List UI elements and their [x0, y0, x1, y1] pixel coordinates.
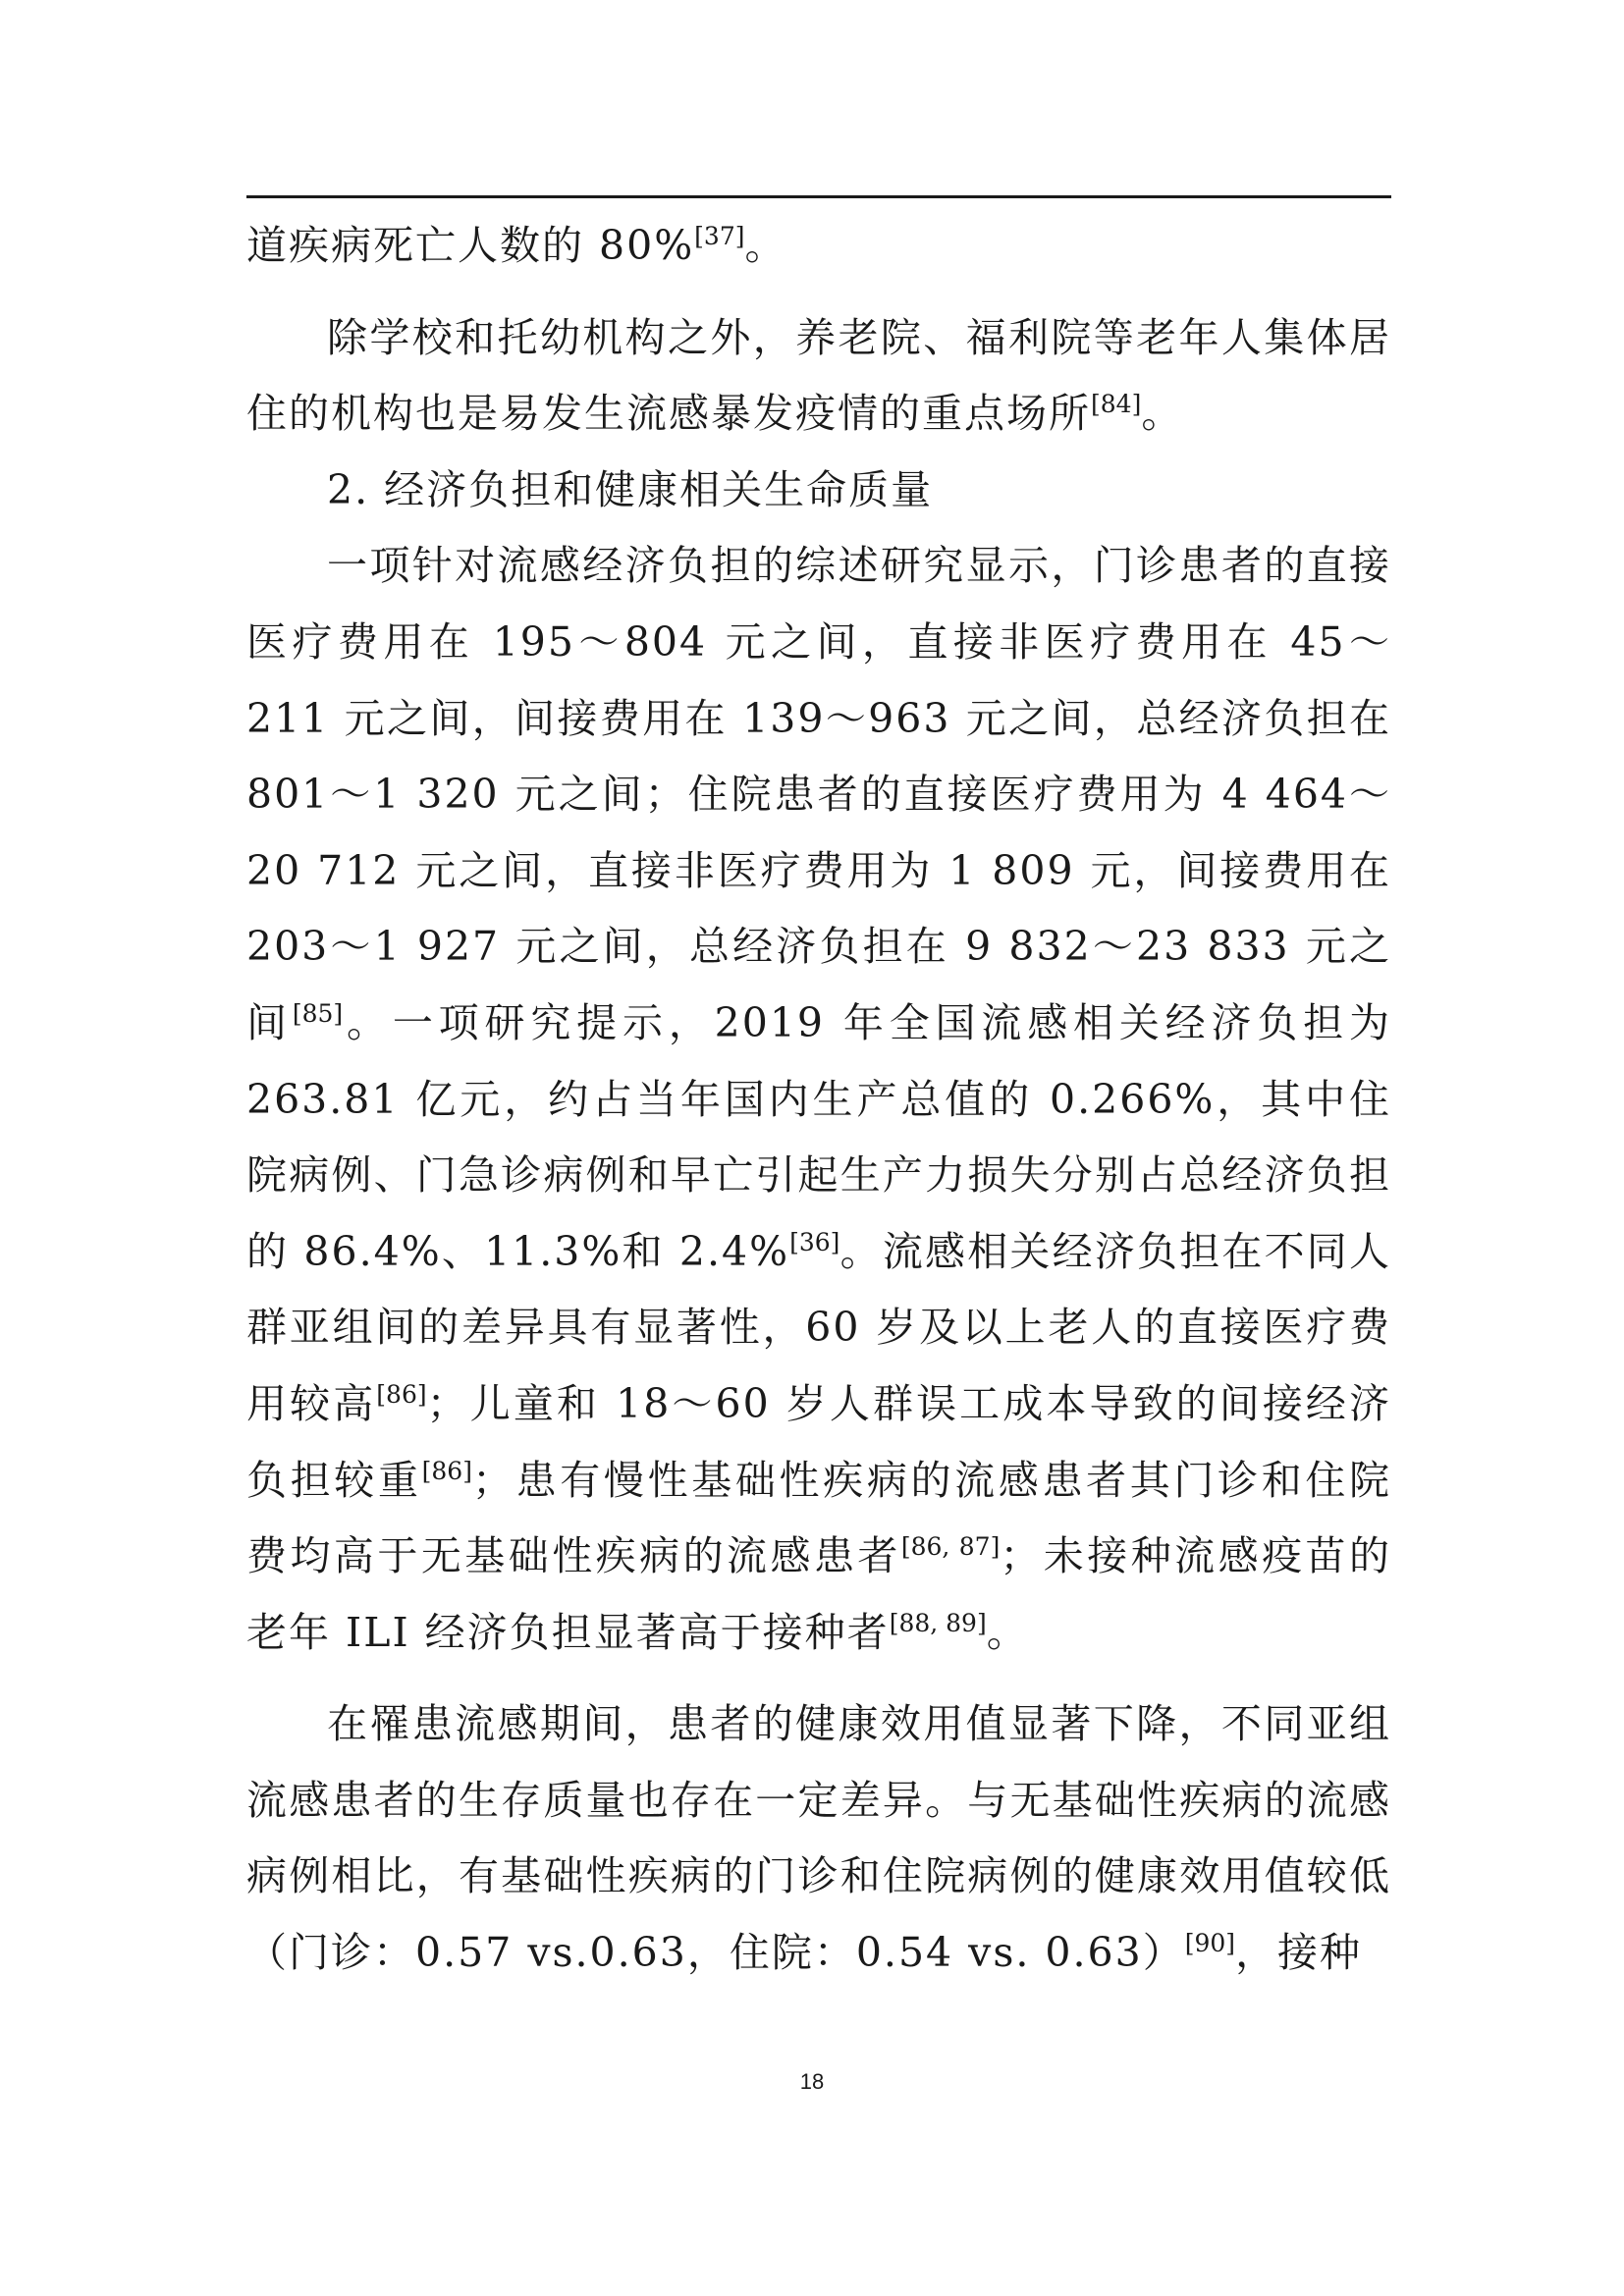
header-rule: [246, 195, 1391, 198]
text-run: 除学校和托幼机构之外，养老院、福利院等老年人集体居住的机构也是易发生流感暴发疫情的重点场所: [246, 313, 1391, 438]
text-run: 。一项研究提示，2019 年全国流感相关经济负担为 263.81 亿元，约占当年国内生产总值的 0.266%，其中住院病例、门急诊病例和早亡引起生产力损失分别占总经济负担的 86.4%、11.3%和 2.4%: [246, 998, 1392, 1275]
text-run: 。: [1141, 390, 1184, 438]
citation-37[interactable]: [37]: [694, 222, 745, 250]
text-run: ；儿童和 18～60 岁人群误工成本导致的间接经济负担较重: [246, 1379, 1392, 1504]
citation-86[interactable]: [86]: [376, 1379, 427, 1409]
citation-90[interactable]: [90]: [1184, 1929, 1236, 1958]
text-run: ；未接种流感疫苗的老年 ILI 经济负担显著高于接种者: [246, 1532, 1391, 1656]
citation-86-87[interactable]: [86, 87]: [900, 1532, 1001, 1562]
paragraph-health-utility: [246, 1686, 1391, 1991]
document-body: [246, 208, 1391, 1992]
paragraph-elderly-institutions: [246, 300, 1391, 453]
page-number: 18: [799, 2069, 825, 2094]
paragraph-continuation: [246, 208, 1391, 285]
paragraph-economic-burden: [246, 528, 1391, 1671]
text-run: 。: [744, 222, 787, 269]
text-run: ；患有慢性基础性疾病的流感患者其门诊和住院费均高于无基础性疾病的流感患者: [246, 1456, 1392, 1580]
citation-36[interactable]: [36]: [789, 1227, 840, 1256]
section-heading: [246, 453, 1391, 529]
citation-85[interactable]: [85]: [292, 998, 344, 1028]
section-heading-text: 2. 经济负担和健康相关生命质量: [327, 465, 934, 513]
text-run: 在罹患流感期间，患者的健康效用值显著下降，不同亚组流感患者的生存质量也存在一定差异。与无基础性疾病的流感病例相比，有基础性疾病的门诊和住院病例的健康效用值较低（门诊：0.57 vs.0.63，住院：0.54 vs. 0.63）: [246, 1700, 1391, 1977]
text-run: ，接种: [1235, 1929, 1363, 1977]
text-run: 一项针对流感经济负担的综述研究显示，门诊患者的直接医疗费用在 195～804 元之间，直接非医疗费用在 45～211 元之间，间接费用在 139～963 元之间，总经济负担在 801～1 320 元之间；住院患者的直接医疗费用为 4 464～20 712 元之间，直接非医疗费用为 1 809 元，间接费用在 203～1 927 元之间，总经济负担在 9 832～23 833 元之间: [246, 542, 1391, 1046]
citation-88-89[interactable]: [88, 89]: [889, 1608, 987, 1637]
text-run: 。流感相关经济负担在不同人群亚组间的差异具有显著性，60 岁及以上老人的直接医疗费用较高: [246, 1227, 1391, 1427]
citation-84[interactable]: [84]: [1091, 390, 1142, 419]
text-run: 。: [986, 1608, 1029, 1656]
citation-86[interactable]: [86]: [421, 1456, 472, 1485]
text-run: 道疾病死亡人数的 80%: [246, 222, 695, 269]
